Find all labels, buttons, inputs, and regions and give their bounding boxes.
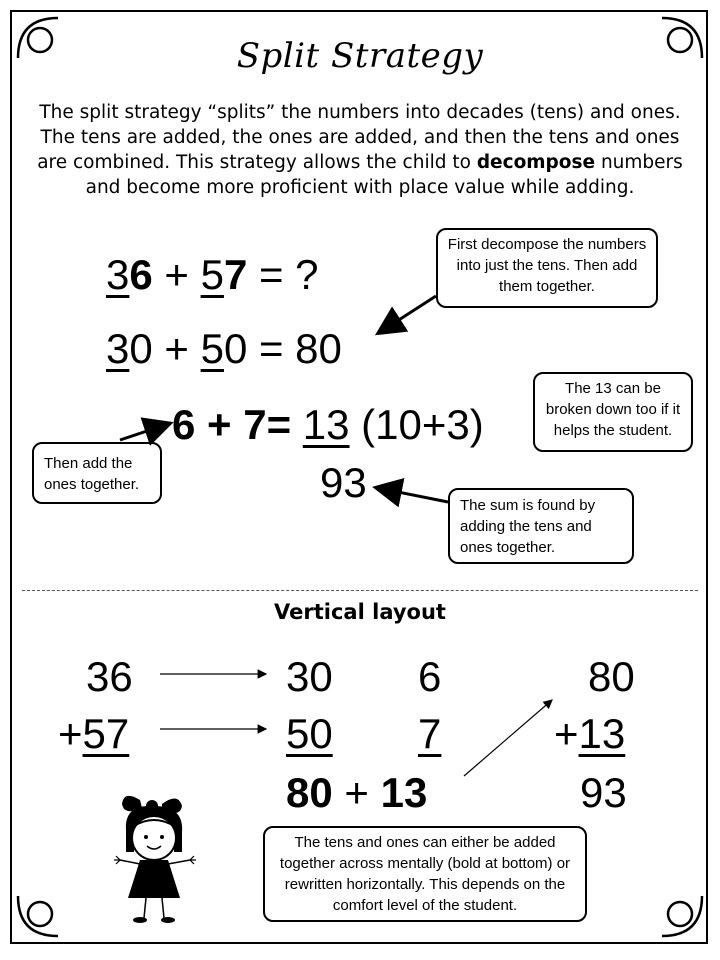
plus-sign: + bbox=[554, 710, 579, 757]
equation-rest: = 80 bbox=[247, 325, 342, 372]
plus-sign: + bbox=[152, 251, 201, 298]
arrow-to-ones bbox=[120, 424, 168, 440]
ones-sum-expression: 6 + 7 bbox=[172, 401, 267, 448]
arrow-to-tens bbox=[380, 296, 436, 332]
tens-result: 80 bbox=[286, 769, 333, 816]
callout-bottom: The tens and ones can either be added together across mentally (bold at bottom) or rewritten horizontally. This depends on the comfort level of the student. bbox=[263, 826, 587, 922]
rewrite-total: 93 bbox=[580, 769, 627, 816]
intro-text-2: numbers and become more proficient with place value while adding. bbox=[85, 152, 683, 198]
equation-rest: = ? bbox=[247, 251, 319, 298]
callout-sum: The sum is found by adding the tens and ones together. bbox=[448, 488, 634, 564]
addend-top: 36 bbox=[86, 653, 133, 700]
plus-sign: + bbox=[58, 710, 83, 757]
rewrite-top: 80 bbox=[588, 653, 635, 700]
arrow-to-total bbox=[378, 488, 448, 502]
ones-bottom: 7 bbox=[418, 710, 442, 757]
tens-digit: 5 bbox=[200, 325, 224, 372]
page-title: Split Strategy bbox=[236, 36, 484, 76]
plus-sign: + bbox=[332, 769, 381, 816]
ones-sum: 13 bbox=[302, 401, 350, 448]
girl-illustration-icon bbox=[110, 790, 200, 930]
equals-sign: = bbox=[266, 401, 303, 448]
addend-bottom-number: 57 bbox=[82, 710, 130, 757]
section-heading: Vertical layout bbox=[274, 600, 446, 624]
intro-text-1: The split strategy “splits” the numbers into decades (tens) and ones. The tens are added, the ones are added, and then the tens and ones are combined. This strategy allows the child to bbox=[37, 102, 681, 173]
plus-sign: + bbox=[152, 325, 201, 372]
tens-digit: 5 bbox=[200, 251, 224, 298]
ones-digit: 6 bbox=[129, 251, 153, 298]
ones-digit: 0 bbox=[129, 325, 153, 372]
ones-digit: 0 bbox=[223, 325, 248, 372]
tens-digit: 3 bbox=[106, 251, 130, 298]
tens-digit: 3 bbox=[106, 325, 130, 372]
ones-digit: 7 bbox=[223, 251, 248, 298]
callout-thirteen: The 13 can be broken down too if it helps the student. bbox=[533, 372, 693, 452]
ones-top: 6 bbox=[418, 653, 442, 700]
callout-ones: Then add the ones together. bbox=[32, 442, 162, 504]
equation-total: 93 bbox=[320, 459, 367, 506]
ones-result: 13 bbox=[380, 769, 428, 816]
callout-tens: First decompose the numbers into just the tens. Then add them together. bbox=[436, 228, 658, 308]
intro-bold-word: decompose bbox=[476, 152, 596, 173]
tens-top: 30 bbox=[286, 653, 333, 700]
arrow-rewrite bbox=[464, 700, 552, 776]
tens-bottom: 50 bbox=[286, 710, 333, 757]
ones-sum-breakdown: (10+3) bbox=[349, 401, 484, 448]
rewrite-bottom-number: 13 bbox=[578, 710, 626, 757]
